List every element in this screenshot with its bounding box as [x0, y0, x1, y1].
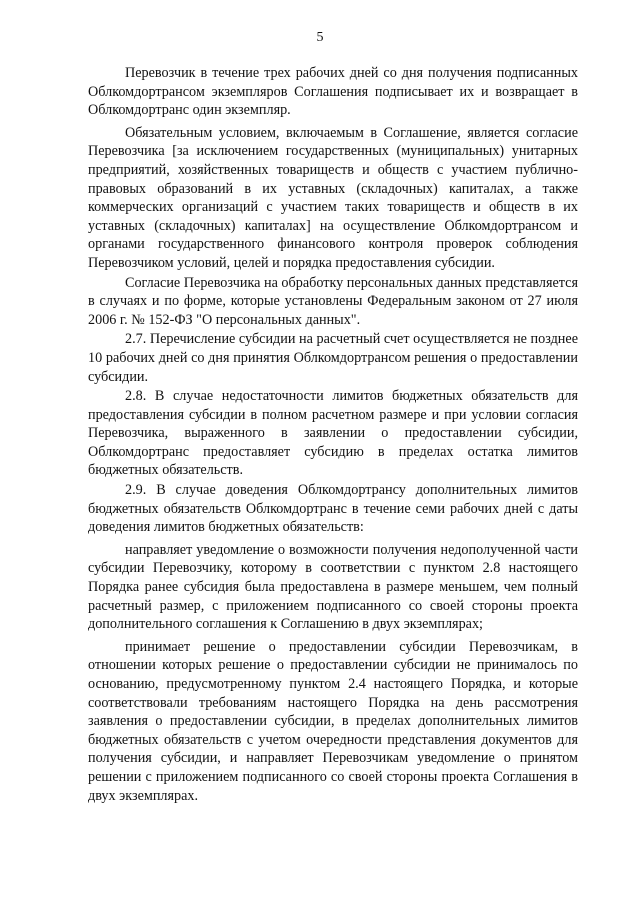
paragraph-2-9: 2.9. В случае доведения Облкомдортрансу дополнительных лимитов бюджетных обязательств Облкомдортранс в течение семи рабочих дней с даты доведения лимитов бюджетных обязательств: [88, 482, 578, 536]
paragraph-personal-data-consent: Согласие Перевозчика на обработку персональных данных представляется в случаях и по форме, которые установлены Федеральным законом от 27 июля 2006 г. № 152-ФЗ "О персональных данных". [88, 274, 578, 328]
page-number: 5 [316, 30, 324, 45]
document-body [88, 64, 578, 805]
paragraph-2-7: 2.7. Перечисление субсидии на расчетный счет осуществляется не позднее 10 рабочих дней со дня принятия Облкомдортрансом решения о предоставлении субсидии. [88, 331, 578, 385]
paragraph-signing: Перевозчик в течение трех рабочих дней со дня получения подписанных Облкомдортрансом экземпляров Соглашения подписывает их и возвращает в Облкомдортранс один экземпляр. [88, 65, 578, 119]
paragraph-2-8: 2.8. В случае недостаточности лимитов бюджетных обязательств для предоставления субсидии в полном расчетном размере и при условии согласия Перевозчика, выраженного в заявлении о предоставлении субсидии, Облкомдортранс предоставляет субсидию в пределах остатка лимитов бюджетных обязательств. [88, 388, 578, 479]
paragraph-mandatory-condition: Обязательным условием, включаемым в Соглашение, является согласие Перевозчика [за исключением государственных (муниципальных) унитарных предприятий, хозяйственных товариществ и обществ с участием публично-правовых образований в их уставных (складочных) капиталах, а также коммерческих организаций с участием таких товариществ и обществ в их уставных (складочных) капиталах] на осуществление Облкомдортрансом и органами государственного финансового контроля проверок соблюдения Перевозчиком условий, целей и порядка предоставления субсидии. [88, 124, 578, 271]
paragraph-notification: направляет уведомление о возможности получения недополученной части субсидии Перевозчику, которому в соответствии с пунктом 2.8 настоящего Порядка ранее субсидия была предоставлена в размере меньшем, чем полный расчетный размер, с приложением подписанного со своей стороны проекта дополнительного соглашения к Соглашению в двух экземплярах; [88, 541, 578, 633]
paragraph-decision: принимает решение о предоставлении субсидии Перевозчикам, в отношении которых решение о предоставлении субсидии не принималось по основанию, предусмотренному пунктом 2.4 настоящего Порядка, и которые соответствовали требованиям настоящего Порядка на день рассмотрения заявления о предоставлении субсидии, в пределах дополнительных лимитов бюджетных обязательств с учетом очередности представления документов для получения субсидии, и направляет Перевозчикам уведомление о принятом решении с приложением подписанного со своей стороны проекта Соглашения в двух экземплярах. [88, 638, 578, 804]
